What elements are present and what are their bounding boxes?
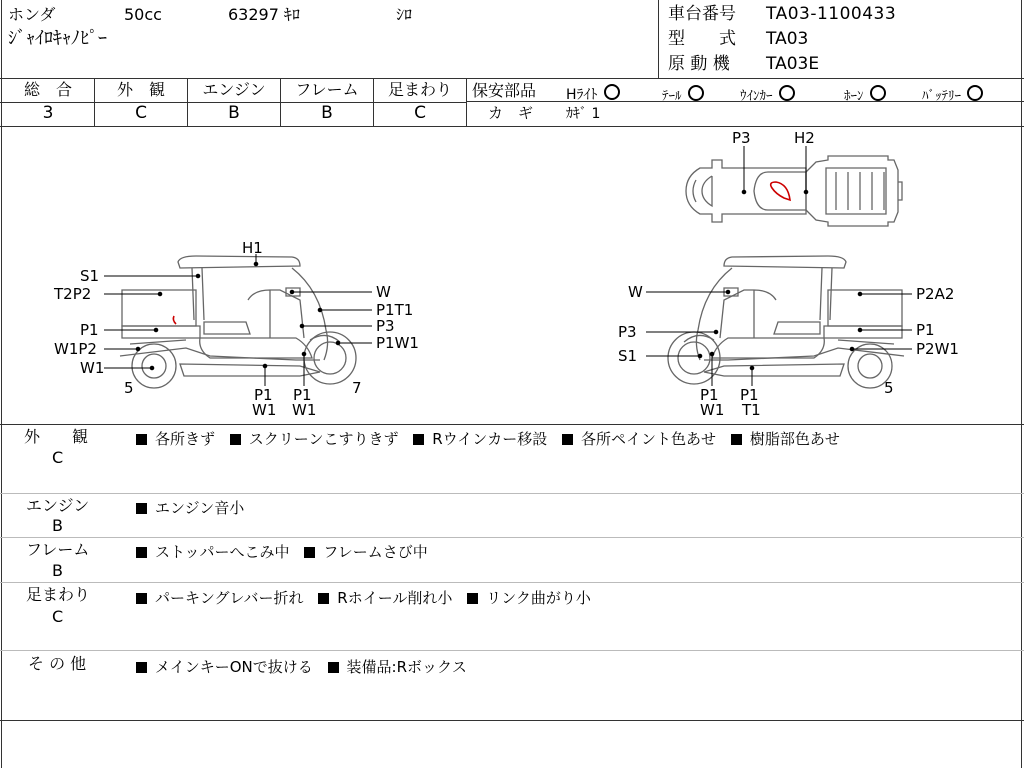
diagram-label: 5 bbox=[124, 379, 134, 397]
damage-diagram bbox=[0, 126, 1024, 424]
bullet-square-icon bbox=[731, 434, 742, 445]
key-label: カ ギ bbox=[488, 104, 534, 122]
diagram-label: P1 bbox=[80, 321, 99, 339]
frame-grade-label: フレーム bbox=[295, 80, 359, 99]
mileage: 63297 ｷﾛ bbox=[228, 5, 300, 24]
diagram-label: P3 bbox=[376, 317, 395, 335]
safety-item-label: Hﾗｲﾄ bbox=[566, 87, 598, 103]
notes-suspension-grade: C bbox=[52, 607, 64, 626]
note-item bbox=[136, 589, 304, 607]
diagram-label: W1 bbox=[292, 401, 317, 419]
diagram-label: P1T1 bbox=[376, 301, 414, 319]
safety-item-label: ﾎｰﾝ bbox=[844, 89, 864, 104]
ok-circle-icon bbox=[779, 85, 795, 101]
note-text: 各所きず bbox=[155, 430, 216, 448]
diagram-label: S1 bbox=[618, 347, 638, 365]
chassis-value: TA03-1100433 bbox=[766, 4, 897, 24]
diagram-label: W1 bbox=[252, 401, 277, 419]
note-text: 各所ペイント色あせ bbox=[581, 430, 717, 448]
notes-exterior-items bbox=[136, 428, 850, 449]
frame-grade: B bbox=[321, 103, 333, 123]
diagram-label: P1 bbox=[916, 321, 935, 339]
note-item bbox=[304, 543, 427, 561]
diagram-label: W bbox=[628, 283, 643, 301]
diagram-label: P3 bbox=[732, 129, 751, 147]
notes-engine-grade: B bbox=[52, 516, 63, 535]
damage-mark bbox=[771, 182, 790, 200]
bullet-square-icon bbox=[136, 662, 147, 673]
note-item bbox=[562, 430, 716, 448]
bullet-square-icon bbox=[304, 547, 315, 558]
grade-col-sep bbox=[466, 78, 467, 126]
exterior-label: 外 観 bbox=[116, 80, 165, 99]
bullet-square-icon bbox=[318, 593, 329, 604]
safety-item-label: ﾃｰﾙ bbox=[662, 89, 682, 104]
note-item bbox=[467, 589, 591, 607]
diagram-label: 7 bbox=[352, 379, 362, 397]
diagram-label: W bbox=[376, 283, 391, 301]
notes-other-items bbox=[136, 656, 477, 677]
safety-label: 保安部品 bbox=[472, 81, 537, 100]
notes-sep bbox=[0, 493, 1024, 494]
note-item bbox=[136, 658, 313, 676]
ok-circle-icon bbox=[688, 85, 704, 101]
bullet-square-icon bbox=[136, 434, 147, 445]
diagram-label: W1 bbox=[700, 401, 725, 419]
chassis-label: 車台番号 bbox=[668, 4, 736, 24]
diagram-label: P2W1 bbox=[916, 340, 959, 358]
diagram-label: P1 bbox=[740, 386, 759, 404]
suspension-grade-label: 足まわり bbox=[387, 80, 452, 99]
safety-item-headlight bbox=[566, 84, 620, 102]
bullet-square-icon bbox=[136, 503, 147, 514]
bullet-square-icon bbox=[328, 662, 339, 673]
note-item bbox=[731, 430, 840, 448]
notes-exterior-label: 外 観 bbox=[24, 427, 89, 446]
diagram-label: W1 bbox=[80, 359, 105, 377]
engine-grade: B bbox=[228, 103, 240, 123]
bullet-square-icon bbox=[136, 593, 147, 604]
notes-sep bbox=[0, 650, 1024, 651]
ok-circle-icon bbox=[967, 85, 983, 101]
note-item bbox=[230, 430, 399, 448]
safety-item-label: ｳｲﾝｶｰ bbox=[740, 89, 773, 104]
safety-item-horn bbox=[844, 85, 886, 103]
safety-item-battery bbox=[922, 85, 983, 103]
overall-label: 総 合 bbox=[23, 80, 72, 99]
safety-item-winker bbox=[740, 85, 795, 103]
notes-engine-label: エンジン bbox=[26, 496, 90, 515]
note-item bbox=[318, 589, 452, 607]
bullet-square-icon bbox=[230, 434, 241, 445]
notes-sep bbox=[0, 582, 1024, 583]
notes-suspension-items bbox=[136, 587, 601, 608]
note-item bbox=[328, 658, 467, 676]
diagram-label: P1W1 bbox=[376, 334, 419, 352]
engine-grade-label: エンジン bbox=[202, 80, 266, 99]
diagram-label: P1 bbox=[700, 386, 719, 404]
notes-exterior-grade: C bbox=[52, 448, 64, 467]
note-text: メインキーONで抜ける bbox=[155, 658, 313, 676]
ok-circle-icon bbox=[870, 85, 886, 101]
notes-frame-label: フレーム bbox=[26, 540, 90, 559]
note-item bbox=[413, 430, 547, 448]
diagram-label: P3 bbox=[618, 323, 637, 341]
maker: ホンダ bbox=[8, 5, 56, 24]
suspension-grade: C bbox=[414, 103, 426, 123]
top-view bbox=[686, 156, 902, 226]
safety-item-label: ﾊﾞｯﾃﾘｰ bbox=[922, 89, 961, 104]
note-item bbox=[136, 499, 244, 517]
notes-sep bbox=[0, 537, 1024, 538]
engine-value: TA03E bbox=[766, 54, 820, 74]
notes-suspension-label: 足まわり bbox=[26, 585, 91, 604]
displacement: 50cc bbox=[124, 5, 162, 24]
note-text: Rホイール削れ小 bbox=[337, 589, 453, 607]
diagram-label: W1P2 bbox=[54, 340, 97, 358]
ok-circle-icon bbox=[604, 84, 620, 100]
header-bottom-line bbox=[0, 78, 1024, 79]
bullet-square-icon bbox=[136, 547, 147, 558]
key-value: ｶｷﾞ 1 bbox=[566, 106, 601, 122]
notes-bottom-line bbox=[0, 720, 1024, 721]
diagram-label: S1 bbox=[80, 267, 100, 285]
damage-mark bbox=[173, 316, 176, 324]
diagram-label: P2A2 bbox=[916, 285, 955, 303]
note-text: 樹脂部色あせ bbox=[749, 430, 840, 448]
note-text: 装備品:Rボックス bbox=[346, 658, 467, 676]
diagram-label: H2 bbox=[794, 129, 815, 147]
bullet-square-icon bbox=[413, 434, 424, 445]
diagram-label: P1 bbox=[254, 386, 273, 404]
exterior-grade: C bbox=[135, 103, 147, 123]
notes-frame-grade: B bbox=[52, 561, 63, 580]
note-text: スクリーンこすりきず bbox=[248, 430, 399, 448]
diagram-label: P1 bbox=[293, 386, 312, 404]
engine-label: 原 動 機 bbox=[668, 54, 730, 74]
diagram-label: T1 bbox=[742, 401, 761, 419]
note-text: エンジン音小 bbox=[155, 499, 245, 517]
overall-grade: 3 bbox=[42, 103, 54, 123]
header-divider bbox=[658, 0, 659, 78]
bullet-square-icon bbox=[467, 593, 478, 604]
type-value: TA03 bbox=[766, 29, 809, 49]
note-item bbox=[136, 430, 215, 448]
diagram-label: 5 bbox=[884, 379, 894, 397]
note-text: リンク曲がり小 bbox=[486, 589, 591, 607]
note-text: ストッパーへこみ中 bbox=[155, 543, 290, 561]
note-text: Rウインカー移設 bbox=[432, 430, 548, 448]
diagram-label: T2P2 bbox=[54, 285, 92, 303]
diagram-label: H1 bbox=[242, 239, 263, 257]
bullet-square-icon bbox=[562, 434, 573, 445]
note-text: フレームさび中 bbox=[323, 543, 428, 561]
model-name: ｼﾞｬｲﾛｷｬﾉﾋﾟｰ bbox=[8, 28, 107, 49]
notes-engine-items bbox=[136, 497, 254, 518]
notes-other-label: そ の 他 bbox=[28, 654, 87, 673]
right-side-view bbox=[668, 256, 904, 388]
color: ｼﾛ bbox=[396, 5, 413, 24]
diagram-bottom-line bbox=[0, 424, 1024, 425]
notes-frame-items bbox=[136, 541, 438, 562]
safety-item-tail bbox=[662, 85, 704, 103]
note-item bbox=[136, 543, 290, 561]
note-text: パーキングレバー折れ bbox=[155, 589, 304, 607]
type-label: 型 式 bbox=[668, 29, 736, 49]
